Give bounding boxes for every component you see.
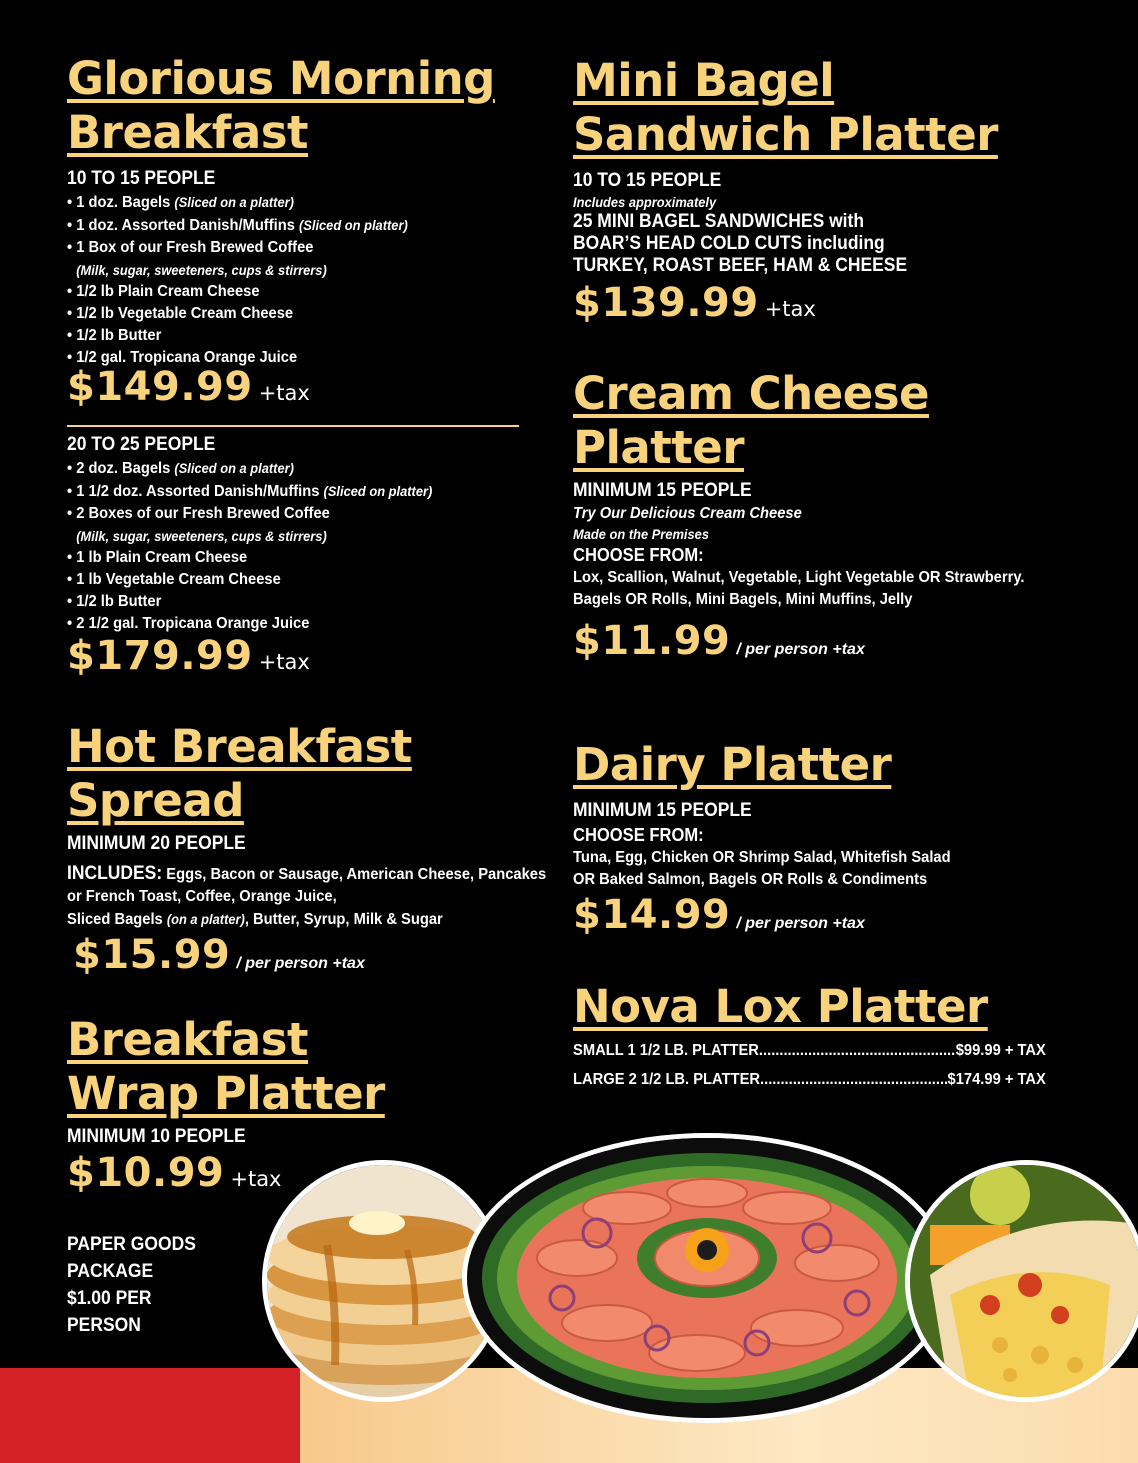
nova-small-row [573, 1039, 1046, 1063]
dairy-choose: CHOOSE FROM: [573, 825, 704, 845]
hot-includes-text: or French Toast, Coffee, Orange Juice, [67, 888, 337, 905]
glorious-small-item: • 1/2 lb Vegetable Cream Cheese [67, 305, 294, 322]
glorious-large-price [67, 633, 310, 679]
price-amount: $149.99 [67, 364, 253, 410]
paper-goods [67, 1231, 207, 1339]
glorious-large-item: • 2 1/2 gal. Tropicana Orange Juice [67, 615, 310, 632]
wrap-title [67, 1013, 385, 1121]
cream-choose: CHOOSE FROM: [573, 545, 704, 565]
price-amount: $10.99 [67, 1150, 225, 1196]
glorious-large-item: • 1 lb Plain Cream Cheese [67, 549, 248, 566]
bagel-details [573, 169, 936, 277]
cream-choice: Lox, Scallion, Walnut, Vegetable, Light Vegetable OR Strawberry. [573, 569, 1025, 586]
nova-large-price: $174.99 + TAX [947, 1071, 1046, 1088]
cream-price [573, 618, 865, 664]
bagel-heading: 10 TO 15 PEOPLE [573, 170, 722, 191]
section-divider [67, 425, 519, 427]
cream-minimum: MINIMUM 15 PEOPLE [573, 480, 752, 501]
hot-includes-note: (on a platter) [166, 911, 245, 927]
glorious-small-item: • 1/2 gal. Tropicana Orange Juice [67, 349, 298, 366]
paper-goods-line: PAPER GOODS [67, 1234, 196, 1255]
hot-details [67, 832, 588, 931]
dot-leader [760, 1063, 948, 1097]
glorious-small-item: • 1/2 lb Butter [67, 327, 162, 344]
hot-title [67, 720, 412, 828]
lox-platter-photo [462, 1133, 952, 1423]
wrap-details [67, 1125, 261, 1149]
glorious-small-item: • 1 Box of our Fresh Brewed Coffee [67, 239, 314, 256]
price-amount: $14.99 [573, 892, 731, 938]
price-per: / per person +tax [236, 955, 365, 972]
glorious-small-note: (Sliced on platter) [298, 217, 408, 233]
cream-title-line-2: Platter [573, 421, 745, 474]
dairy-choice: Tuna, Egg, Chicken OR Shrimp Salad, Whitefish Salad [573, 849, 951, 866]
dairy-title-line: Dairy Platter [573, 738, 892, 791]
bagel-title-line-1: Mini Bagel [573, 54, 835, 107]
paper-goods-line: PERSON [67, 1315, 141, 1336]
wrap-price [67, 1150, 282, 1196]
glorious-large-details [67, 433, 464, 635]
dot-leader [759, 1039, 956, 1063]
glorious-large-note: (Sliced on platter) [323, 483, 433, 499]
glorious-title [67, 52, 495, 160]
price-suffix: +tax [258, 650, 310, 674]
nova-small-price: $99.99 + TAX [955, 1042, 1046, 1059]
hot-minimum: MINIMUM 20 PEOPLE [67, 833, 246, 854]
hot-price [73, 932, 365, 978]
hot-includes-text: Eggs, Bacon or Sausage, American Cheese, Pancakes [166, 866, 547, 883]
hot-title-line-1: Hot Breakfast [67, 720, 412, 773]
cream-title [573, 367, 929, 475]
glorious-title-line-1: Glorious Morning [67, 52, 495, 105]
price-suffix: +tax [230, 1167, 282, 1191]
glorious-large-item: • 2 Boxes of our Fresh Brewed Coffee [67, 505, 330, 522]
glorious-large-item: • 1 lb Vegetable Cream Cheese [67, 571, 281, 588]
nova-details [573, 1039, 1087, 1097]
cream-note: Try Our Delicious Cream Cheese [573, 505, 802, 522]
hot-title-line-2: Spread [67, 774, 244, 827]
price-suffix: +tax [764, 297, 816, 321]
paper-goods-line: $1.00 PER [67, 1288, 152, 1309]
price-amount: $179.99 [67, 633, 253, 679]
dairy-price [573, 892, 865, 938]
glorious-large-item: • 1 1/2 doz. Assorted Danish/Muffins [67, 483, 320, 500]
wrap-minimum: MINIMUM 10 PEOPLE [67, 1126, 246, 1147]
cream-note: Made on the Premises [573, 526, 710, 542]
nova-title-line: Nova Lox Platter [573, 980, 988, 1033]
dairy-choice: OR Baked Salmon, Bagels OR Rolls & Condiments [573, 871, 928, 888]
paper-goods-line: PACKAGE [67, 1261, 154, 1282]
glorious-small-heading: 10 TO 15 PEOPLE [67, 168, 216, 189]
glorious-small-details [67, 167, 437, 369]
glorious-large-note: (Sliced on a platter) [174, 460, 294, 476]
hot-includes-text: , Butter, Syrup, Milk & Sugar [244, 911, 443, 928]
dairy-minimum: MINIMUM 15 PEOPLE [573, 800, 752, 821]
bagel-line: 25 MINI BAGEL SANDWICHES with [573, 211, 865, 232]
nova-title [573, 980, 988, 1034]
nova-large-label: LARGE 2 1/2 LB. PLATTER [573, 1071, 761, 1088]
cream-details [573, 479, 1064, 611]
price-amount: $139.99 [573, 280, 759, 326]
glorious-small-note: (Milk, sugar, sweeteners, cups & stirrers) [76, 262, 327, 278]
dairy-title [573, 738, 891, 792]
nova-small-label: SMALL 1 1/2 LB. PLATTER [573, 1042, 759, 1059]
lox-platter-image [467, 1138, 947, 1418]
price-amount: $11.99 [573, 618, 731, 664]
bagel-title [573, 54, 998, 162]
dairy-details [573, 799, 983, 891]
price-amount: $15.99 [73, 932, 231, 978]
glorious-large-item: • 2 doz. Bagels [67, 460, 171, 477]
cream-title-line-1: Cream Cheese [573, 367, 930, 420]
glorious-large-heading: 20 TO 25 PEOPLE [67, 434, 216, 455]
cream-choice: Bagels OR Rolls, Mini Bagels, Mini Muffins, Jelly [573, 591, 913, 608]
glorious-small-price [67, 364, 310, 410]
price-per: / per person +tax [736, 915, 865, 932]
glorious-large-item: • 1/2 lb Butter [67, 593, 162, 610]
glorious-large-note: (Milk, sugar, sweeteners, cups & stirrers) [76, 528, 327, 544]
glorious-small-note: (Sliced on a platter) [174, 194, 294, 210]
nova-large-row [573, 1063, 1046, 1097]
bagel-title-line-2: Sandwich Platter [573, 108, 998, 161]
price-suffix: +tax [258, 381, 310, 405]
bagel-note: Includes approximately [573, 194, 717, 210]
bagel-line: TURKEY, ROAST BEEF, HAM & CHEESE [573, 255, 908, 276]
hot-includes-label: INCLUDES: [67, 863, 163, 884]
wrap-image [910, 1165, 1138, 1397]
bagel-price [573, 280, 816, 326]
glorious-small-item: • 1/2 lb Plain Cream Cheese [67, 283, 260, 300]
glorious-title-line-2: Breakfast [67, 106, 309, 159]
wrap-title-line-1: Breakfast [67, 1013, 309, 1066]
footer-red-band [0, 1368, 300, 1463]
glorious-small-item: • 1 doz. Assorted Danish/Muffins [67, 217, 295, 234]
glorious-small-item: • 1 doz. Bagels [67, 194, 171, 211]
hot-includes-text: Sliced Bagels [67, 911, 163, 928]
wrap-photo [905, 1160, 1138, 1402]
price-per: / per person +tax [736, 641, 865, 658]
wrap-title-line-2: Wrap Platter [67, 1067, 385, 1120]
bagel-line: BOAR’S HEAD COLD CUTS including [573, 233, 885, 254]
